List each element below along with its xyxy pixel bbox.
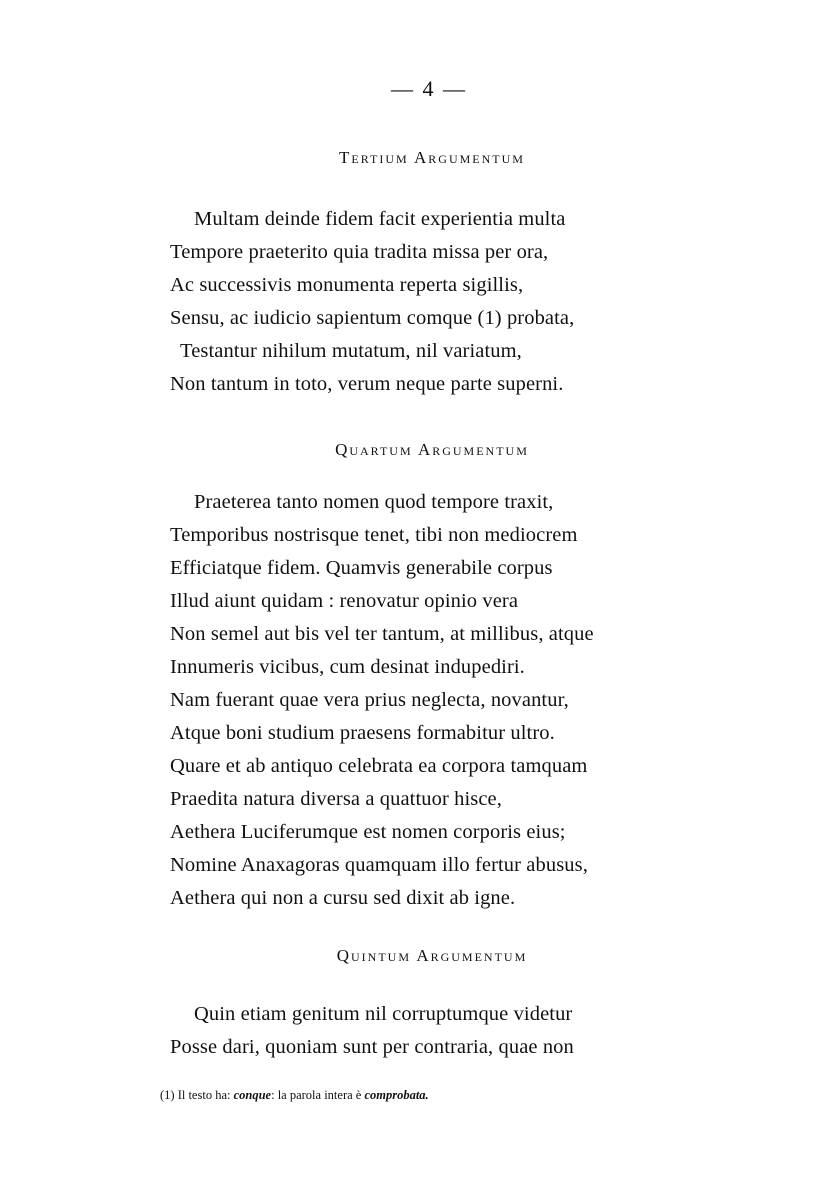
verse-line: Innumeris vicibus, cum desinat indupediri.	[170, 656, 525, 678]
verse-line: Non semel aut bis vel ter tantum, at millibus, atque	[170, 623, 594, 645]
verse-line: Testantur nihilum mutatum, nil variatum,	[180, 340, 522, 362]
footnote-middle: : la parola intera è	[271, 1088, 365, 1102]
verse-line: Atque boni studium praesens formabitur ultro.	[170, 722, 555, 744]
verse-line: Temporibus nostrisque tenet, tibi non mediocrem	[170, 524, 578, 546]
verse-line: Praedita natura diversa a quattuor hisce,	[170, 788, 502, 810]
verse-line: Nomine Anaxagoras quamquam illo fertur abusus,	[170, 854, 588, 876]
verse-block-quartum	[170, 486, 790, 915]
verse-line: Multam deinde fidem facit experientia multa	[194, 208, 566, 230]
verse-line: Posse dari, quoniam sunt per contraria, quae non	[170, 1036, 574, 1058]
verse-line: Ac successivis monumenta reperta sigillis,	[170, 274, 524, 296]
verse-line: Non tantum in toto, verum neque parte superni.	[170, 373, 564, 395]
footnote-word-comprobata: comprobata.	[364, 1088, 429, 1102]
section-heading-quartum: Quartum Argumentum	[335, 440, 529, 459]
section-heading-quintum: Quintum Argumentum	[336, 946, 528, 965]
verse-line: Illud aiunt quidam : renovatur opinio vera	[170, 590, 519, 612]
footnote-word-conque: conque	[233, 1088, 272, 1102]
section-heading-tertium: Tertium Argumentum	[339, 148, 525, 167]
footnote-prefix: (1) Il testo ha:	[160, 1088, 234, 1102]
footnote	[160, 1088, 429, 1103]
verse-line: Efficiatque fidem. Quamvis generabile corpus	[170, 557, 553, 579]
verse-line: Aethera Luciferumque est nomen corporis eius;	[170, 821, 566, 843]
verse-line: Nam fuerant quae vera prius neglecta, novantur,	[170, 689, 569, 711]
verse-line: Aethera qui non a cursu sed dixit ab igne.	[170, 887, 516, 909]
verse-line: Sensu, ac iudicio sapientum comque (1) probata,	[170, 307, 575, 329]
verse-line: Quare et ab antiquo celebrata ea corpora tamquam	[170, 755, 588, 777]
verse-line: Praeterea tanto nomen quod tempore traxit,	[194, 491, 554, 513]
verse-block-quintum	[170, 998, 790, 1064]
verse-line: Tempore praeterito quia tradita missa per ora,	[170, 241, 549, 263]
page-number: — 4 —	[391, 76, 467, 101]
verse-line: Quin etiam genitum nil corruptumque videtur	[194, 1003, 573, 1025]
verse-block-tertium	[170, 203, 790, 401]
